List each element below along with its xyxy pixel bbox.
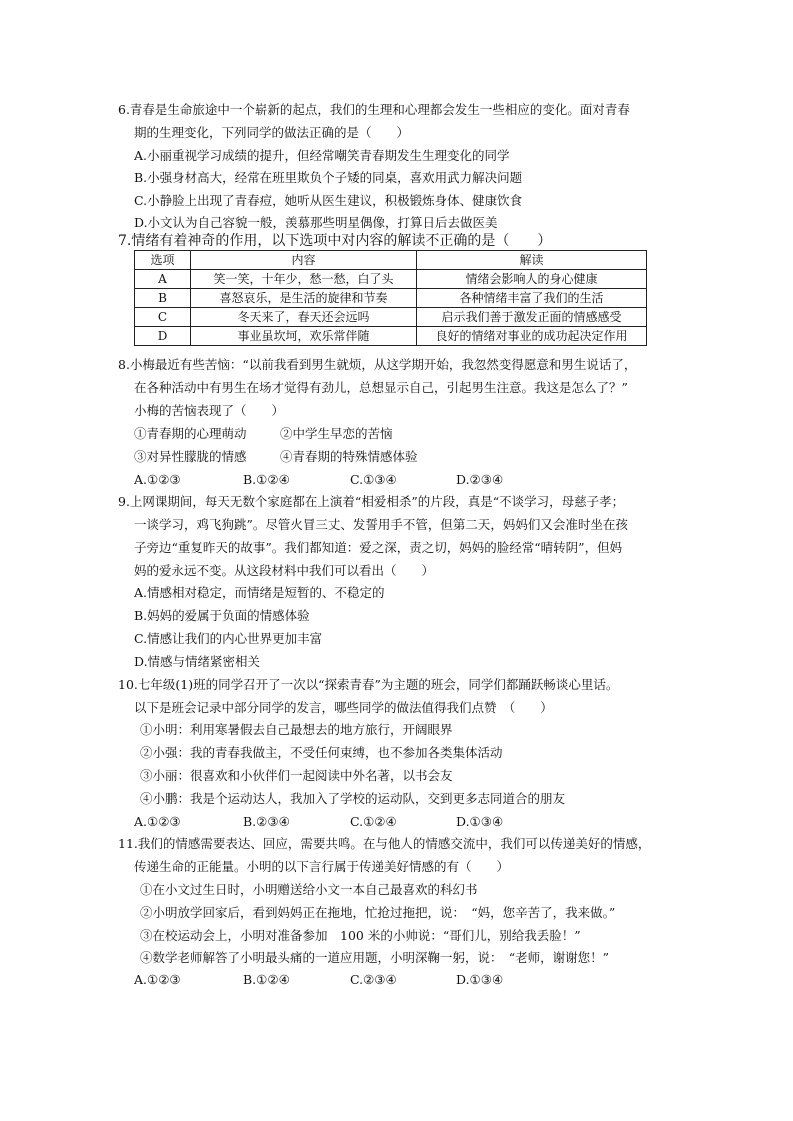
row-interpretation: 良好的情绪对事业的成功起决定作用 [417,327,647,346]
header-content: 内容 [191,251,417,270]
q8-item-2: ②中学生早恋的苦恼 [280,426,393,441]
q7-table [134,250,647,346]
q6-option-c: C.小静脸上出现了青春痘，她听从医生建议，积极锻炼身体、健康饮食 [134,193,523,208]
q9-option-c: C.情感让我们的内心世界更加丰富 [134,631,323,646]
q11-stem-line-1: 11.我们的情感需要表达、回应，需要共鸣。在与他人的情感交流中，我们可以传递美好的情感， [118,836,651,851]
row-interpretation: 各种情绪丰富了我们的生活 [417,289,647,308]
q9-stem-line-2: 一谈学习，鸡飞狗跳”。尽管火冒三丈、发誓用手不管，但第二天，妈妈们又会准时坐在孩 [134,517,628,532]
q8-answer-a: A.①②③ [134,472,181,487]
header-option: 选项 [135,251,191,270]
q8-stem-line-3: 小梅的苦恼表现了（ ） [134,403,285,418]
q8-stem-line-1: 8.小梅最近有些苦恼：“以前我看到男生就烦，从这学期开始，我忽然变得愿意和男生说话了， [118,357,637,372]
q10-answer-d: D.①③④ [456,814,504,829]
header-interpretation: 解读 [417,251,647,270]
q7-stem: 7.情绪有着神奇的作用，以下选项中对内容的解读不正确的是（ ） [118,233,552,249]
row-option: C [135,308,191,327]
q10-answer-a: A.①②③ [134,814,181,829]
q8-answer-d: D.②③④ [456,472,504,487]
q10-item-2: ②小强：我的青春我做主，不受任何束缚，也不参加各类集体活动 [140,745,503,760]
q9-stem-line-3: 子旁边“重复昨天的故事”。我们都知道：爱之深，责之切，妈妈的脸经常“晴转阴”，但妈 [134,540,623,555]
q11-stem-line-2: 传递生命的正能量。小明的以下言行属于传递美好情感的有（ ） [134,859,510,874]
q8-stem-line-2: 在各种活动中有男生在场才觉得有劲儿，总想显示自己，引起男生注意。我这是怎么了？” [134,380,628,395]
q10-item-3: ③小丽：很喜欢和小伙伴们一起阅读中外名著，以书会友 [140,768,453,783]
row-content: 冬天来了，春天还会远吗 [191,308,417,327]
table-row [135,289,647,308]
row-content: 喜怒哀乐，是生活的旋律和节奏 [191,289,417,308]
q11-item-2: ②小明放学回家后，看到妈妈正在拖地，忙抢过拖把，说： “妈，您辛苦了，我来做。” [140,905,616,920]
q8-answer-b: B.①②④ [243,472,290,487]
q6-stem-line-1: 6.青春是生命旅途中一个崭新的起点，我们的生理和心理都会发生一些相应的变化。面对青春 [118,102,630,117]
q6-option-a: A.小丽重视学习成绩的提升，但经常嘲笑青春期发生生理变化的同学 [134,148,510,163]
row-option: B [135,289,191,308]
q10-stem-line-1: 10.七年级(1)班的同学召开了一次以“探索青春”为主题的班会，同学们都踊跃畅谈心里话。 [118,677,619,692]
table-header-row [135,251,647,270]
row-content: 笑一笑，十年少，愁一愁，白了头 [191,270,417,289]
row-content: 事业虽坎坷，欢乐常伴随 [191,327,417,346]
q9-stem-line-1: 9.上网课期间，每天无数个家庭都在上演着“相爱相杀”的片段，真是“不谈学习，母慈子孝； [118,494,625,509]
q8-item-3: ③对异性朦胧的情感 [134,449,247,464]
q11-answer-d: D.①③④ [456,972,504,987]
row-option: A [135,270,191,289]
q9-option-d: D.情感与情绪紧密相关 [134,654,261,669]
q11-item-4: ④数学老师解答了小明最头痛的一道应用题，小明深鞠一躬，说： “老师，谢谢您！” [140,950,610,965]
q10-answer-c: C.①②④ [350,814,397,829]
q11-answer-a: A.①②③ [134,972,181,987]
q9-option-b: B.妈妈的爱属于负面的情感体验 [134,608,310,623]
q6-option-d: D.小文认为自己容貌一般，羡慕那些明星偶像，打算日后去做医美 [134,215,498,230]
q11-answer-b: B.①②④ [243,972,290,987]
q6-stem-line-2: 期的生理变化，下列同学的做法正确的是（ ） [134,125,410,140]
q6-option-b: B.小强身材高大，经常在班里欺负个子矮的同桌，喜欢用武力解决问题 [134,170,523,185]
row-option: D [135,327,191,346]
table-row [135,308,647,327]
q10-item-1: ①小明：利用寒暑假去自己最想去的地方旅行，开阔眼界 [140,722,453,737]
q11-answer-c: C.②③④ [350,972,397,987]
q9-option-a: A.情感相对稳定，而情绪是短暂的、不稳定的 [134,585,385,600]
row-interpretation: 情绪会影响人的身心健康 [417,270,647,289]
q11-item-1: ①在小文过生日时，小明赠送给小文一本自己最喜欢的科幻书 [140,882,478,897]
q8-answer-c: C.①③④ [350,472,397,487]
q11-item-3: ③在校运动会上，小明对准备参加 100 米的小帅说：“哥们儿，别给我丢脸！” [140,928,581,943]
q8-item-4: ④青春期的特殊情感体验 [280,449,418,464]
table-row [135,270,647,289]
table-row [135,327,647,346]
q9-stem-line-4: 妈的爱永远不变。从这段材料中我们可以看出（ ） [134,563,435,578]
q10-stem-line-2: 以下是班会记录中部分同学的发言，哪些同学的做法值得我们点赞 （ ） [134,700,553,715]
q8-item-1: ①青春期的心理萌动 [134,426,247,441]
row-interpretation: 启示我们善于激发正面的情感感受 [417,308,647,327]
q10-item-4: ④小鹏：我是个运动达人，我加入了学校的运动队，交到更多志同道合的朋友 [140,791,566,806]
q10-answer-b: B.②③④ [243,814,290,829]
